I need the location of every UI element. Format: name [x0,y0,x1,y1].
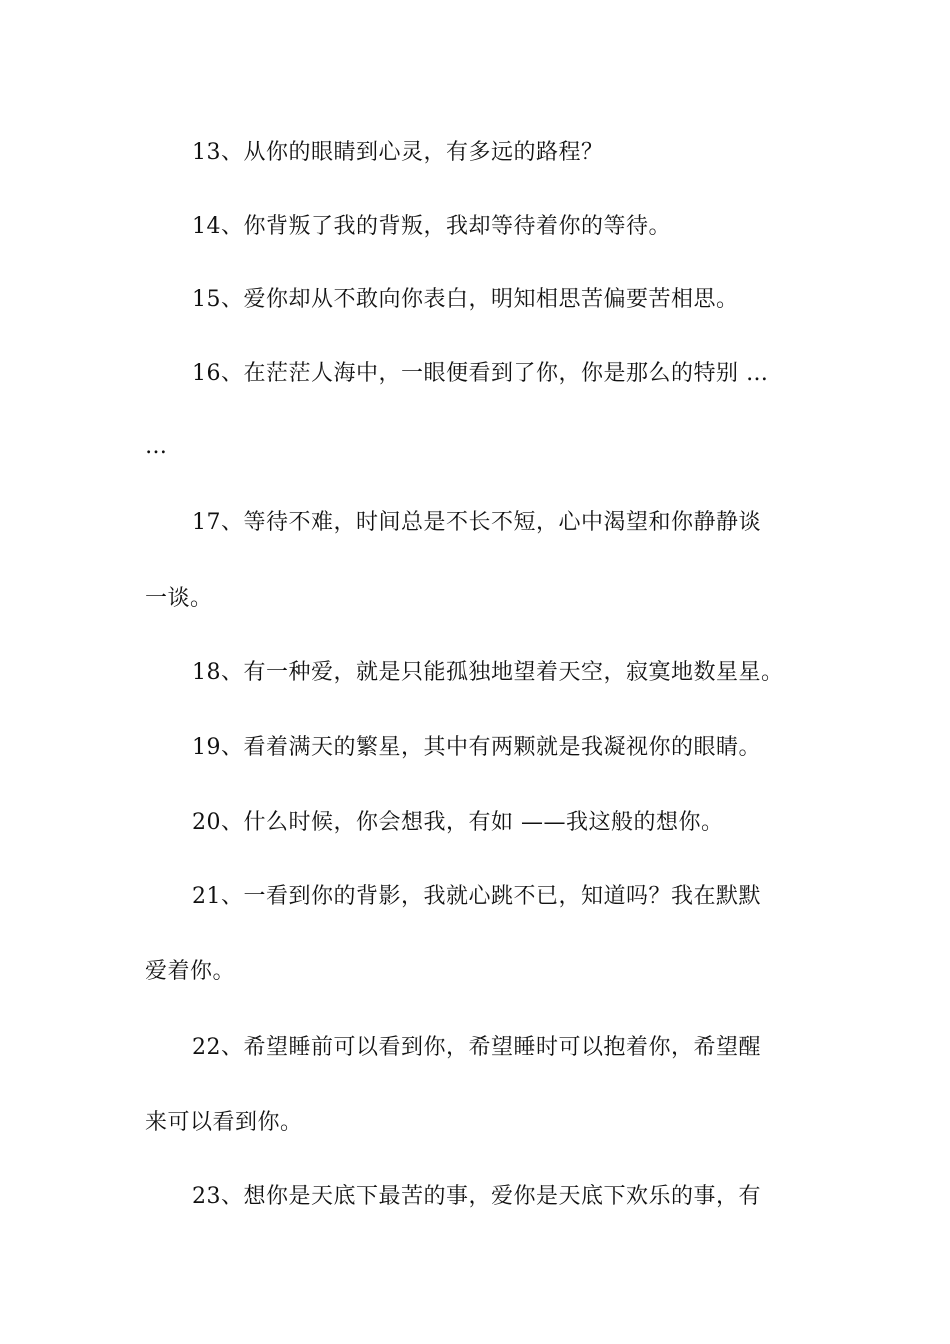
text-line-23: 23、想你是天底下最苦的事，爱你是天底下欢乐的事，有 [192,1184,761,1209]
text-line-17: 17、等待不难，时间总是不长不短，心中渴望和你静静谈 [192,510,761,535]
text-line-14: 14、你背叛了我的背叛，我却等待着你的等待。 [192,214,671,239]
text-line-16-continued: … [145,434,168,459]
text-line-21: 21、一看到你的背影，我就心跳不已，知道吗？我在默默 [192,884,761,909]
text-line-22: 22、希望睡前可以看到你，希望睡时可以抱着你，希望醒 [192,1035,761,1060]
text-line-18: 18、有一种爱，就是只能孤独地望着天空，寂寞地数星星。 [192,660,784,685]
text-line-22-continued: 来可以看到你。 [145,1110,303,1135]
text-line-17-continued: 一谈。 [145,586,213,611]
text-line-16: 16、在茫茫人海中，一眼便看到了你，你是那么的特别 … [192,361,769,386]
text-line-19: 19、看着满天的繁星，其中有两颗就是我凝视你的眼睛。 [192,735,761,760]
text-line-15: 15、爱你却从不敢向你表白，明知相思苦偏要苦相思。 [192,287,739,312]
text-line-13: 13、从你的眼睛到心灵，有多远的路程？ [192,140,604,165]
text-line-21-continued: 爱着你。 [145,959,236,984]
text-line-20: 20、什么时候，你会想我，有如 ——我这般的想你。 [192,810,724,835]
